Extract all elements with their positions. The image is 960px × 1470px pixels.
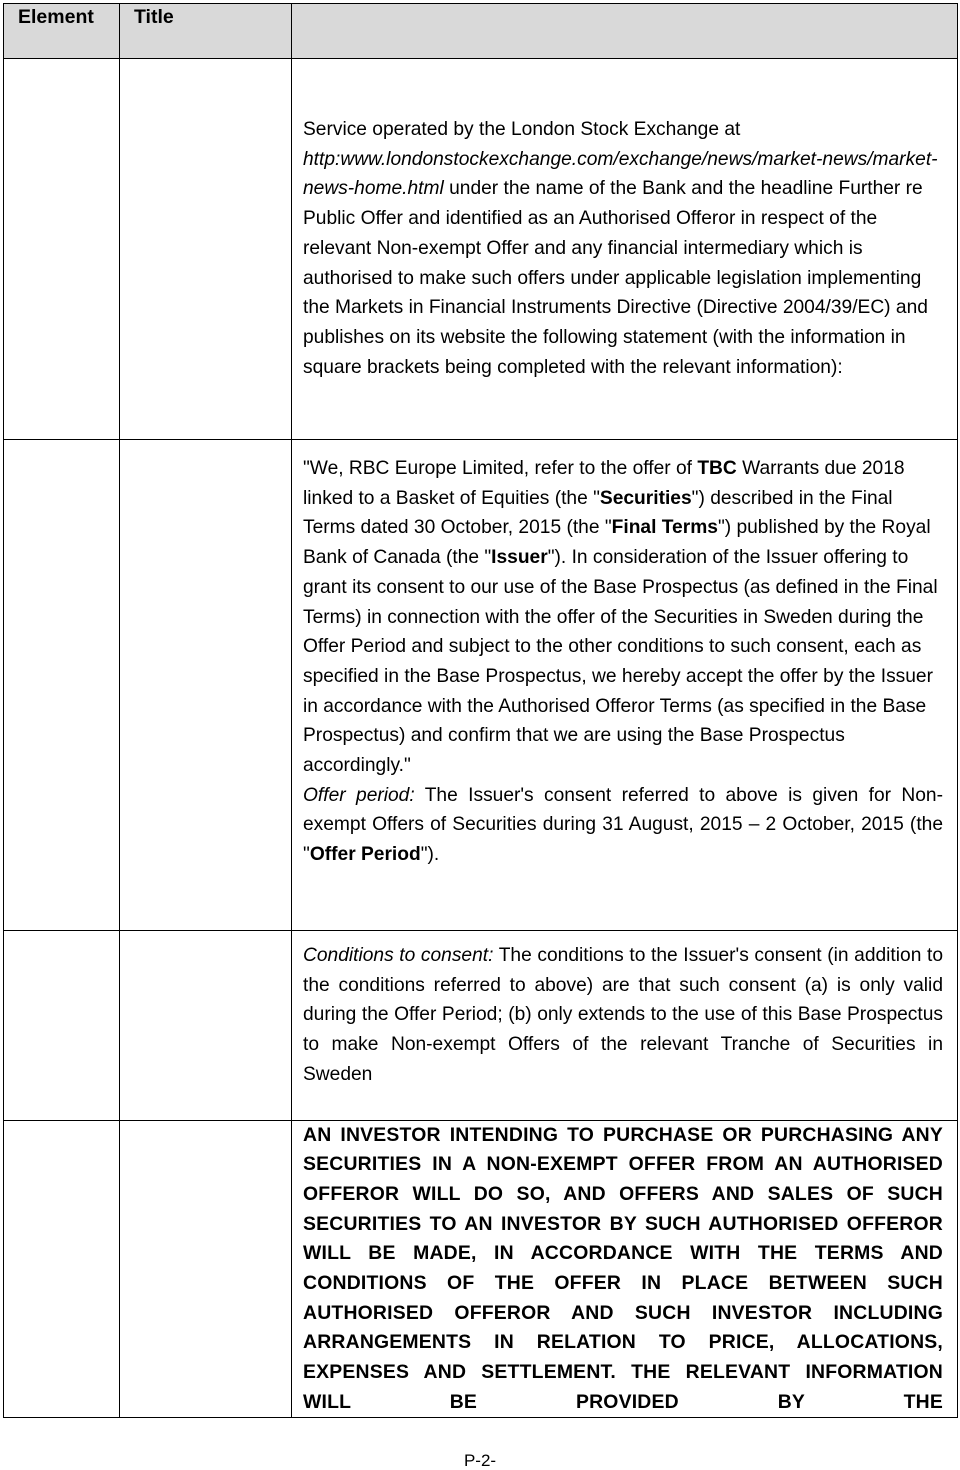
conditions-paragraph bbox=[292, 931, 957, 1120]
table-row bbox=[4, 59, 958, 440]
table-row bbox=[4, 1120, 958, 1417]
publication-paragraph bbox=[292, 59, 957, 408]
quote-paragraph bbox=[303, 454, 943, 781]
element-cell bbox=[4, 1120, 120, 1417]
offer-period-text: The Issuer's consent referred to above is given for Non-exempt Offers of Securities during 31 August, 2015 – 2 October, 2015 (the " bbox=[303, 784, 943, 866]
element-cell bbox=[4, 59, 120, 440]
quote-bold: Issuer bbox=[491, 547, 548, 569]
summary-table bbox=[3, 3, 958, 1418]
header-blank bbox=[292, 4, 958, 59]
quote-bold: TBC bbox=[697, 458, 737, 479]
quote-text: "). In consideration of the Issuer offering to grant its consent to our use of the Base Prospectus (as defined in the Final Terms) in connection with the offer of the Securities in Sweden during the Offer Period and subject to the other conditions to such consent, each as specified in the Base Prospectus, we hereby accept the offer by the Issuer in accordance with the Authorised Offeror Terms (as specified in the Base Prospectus) and confirm that we are using the Base Prospectus accordingly." bbox=[303, 547, 938, 777]
conditions-text: The conditions to the Issuer's consent (in addition to the conditions referred to above) are that such consent (a) is only valid during the Offer Period; (b) only extends to the use of this Base Prospectus to make Non-exempt Offers of the relevant Tranche of Securities in Sweden bbox=[303, 945, 943, 1085]
table-row bbox=[4, 440, 958, 931]
acceptance-statement bbox=[292, 440, 957, 886]
offer-period-text: "). bbox=[420, 844, 440, 866]
header-title: Title bbox=[120, 4, 292, 59]
news-url-link[interactable]: http:www.londonstockexchange.com/exchange/news/market-news/market-news-home.html bbox=[303, 148, 938, 200]
table-header-row bbox=[4, 4, 958, 59]
content-cell bbox=[292, 440, 958, 931]
investor-notice: AN INVESTOR INTENDING TO PURCHASE OR PURCHASING ANY SECURITIES IN A NON-EXEMPT OFFER FROM AN AUTHORISED OFFEROR WILL DO SO, AND OFFERS AND SALES OF SUCH SECURITIES TO AN INVESTOR BY SUCH AUTHORISED OFFEROR WILL BE MADE, IN ACCORDANCE WITH THE TERMS AND CONDITIONS OF THE OFFER IN PLACE BETWEEN SUCH AUTHORISED OFFEROR AND SUCH INVESTOR INCLUDING ARRANGEMENTS IN RELATION TO PRICE, ALLOCATIONS, EXPENSES AND SETTLEMENT. THE RELEVANT INFORMATION WILL BE PROVIDED BY THE bbox=[303, 1123, 943, 1413]
title-cell bbox=[120, 1120, 292, 1417]
publication-text: under the name of the Bank and the headline Further re Public Offer and identified as an Authorised Offeror in respect of the relevant Non-exempt Offer and any financial intermediary which is authorised to make such offers under applicable legislation implementing the Markets in Financial Instruments Directive (Directive 2004/39/EC) and publishes on its website the following statement (with the information in square brackets being completed with the relevant information): bbox=[303, 178, 928, 378]
title-cell bbox=[120, 440, 292, 931]
content-cell bbox=[292, 931, 958, 1121]
quote-bold: Securities bbox=[599, 487, 692, 509]
quote-text: Warrants due 2018 linked to a Basket of Equities (the " bbox=[303, 458, 905, 509]
offer-period-bold: Offer Period bbox=[309, 844, 421, 866]
element-cell bbox=[4, 440, 120, 931]
quote-text: ") published by the Royal Bank of Canada (the " bbox=[303, 517, 931, 569]
content-cell bbox=[292, 59, 958, 440]
table-row bbox=[4, 931, 958, 1121]
conditions-label: Conditions to consent: bbox=[303, 945, 494, 966]
header-element: Element bbox=[4, 4, 120, 59]
title-cell bbox=[120, 931, 292, 1121]
content-cell bbox=[292, 1120, 958, 1417]
quote-bold: Final Terms bbox=[611, 517, 718, 539]
quote-text: "We, RBC Europe Limited, refer to the offer of bbox=[303, 458, 698, 479]
service-text: Service operated by the London Stock Exchange at bbox=[303, 119, 741, 140]
offer-period-paragraph bbox=[303, 781, 943, 870]
quote-text: ") described in the Final Terms dated 30 October, 2015 (the " bbox=[303, 487, 893, 539]
offer-period-label: Offer period: bbox=[303, 784, 415, 806]
title-cell bbox=[120, 59, 292, 440]
page-number: P-2- bbox=[463, 1451, 497, 1470]
element-cell bbox=[4, 931, 120, 1121]
